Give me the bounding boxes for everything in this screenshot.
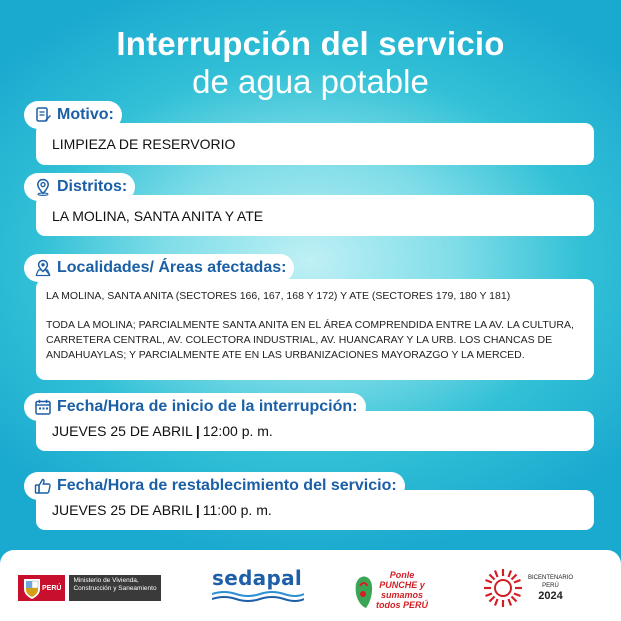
ponle-punche-logo [352,566,432,614]
ponle-punche-text: Ponle PUNCHE y sumamos todos PERÚ [375,570,428,610]
page-title [0,24,621,100]
motivo-label-text: Motivo: [57,106,114,123]
localidades-paragraph-1: LA MOLINA, SANTA ANITA (SECTORES 166, 167, 168 Y 172) Y ATE (SECTORES 179, 180 Y 181) [46,290,511,302]
motivo-value: LIMPIEZA DE RESERVORIO [52,136,236,152]
bicentenario-sun-icon [482,567,524,609]
location-pin-icon [34,178,52,196]
restablecimiento-date: JUEVES 25 DE ABRIL [52,502,193,518]
localidades-paragraph-2: TODA LA MOLINA; PARCIALMENTE SANTA ANITA EN EL ÁREA COMPRENDIDA ENTRE LA AV. LA CULTURA, CARRETERA CENTRAL, AV. COLECTORA INDUSTRIAL, AV. HUANCARAY Y LA URB. LOS CHANCAS DE ANDAHUAYLAS; Y PARCIALMENTE ATE EN LAS URBANIZACIONES MAYORAZGO Y LA MERCED. [46,319,574,361]
distritos-value: LA MOLINA, SANTA ANITA Y ATE [52,207,264,224]
calendar-icon [34,398,52,416]
inicio-label [24,393,366,421]
bicentenario-country: PERÚ [542,583,559,589]
localidades-label [24,254,294,282]
peru-shield-icon [22,576,42,600]
ministry-text: Ministerio de Vivienda, Construcción y Saneamiento [69,575,161,601]
motivo-label [24,101,122,129]
restablecimiento-time: 11:00 p. m. [202,502,272,518]
document-edit-icon [34,106,52,124]
restablecimiento-label-text: Fecha/Hora de restablecimiento del servicio: [57,477,397,494]
map-pin-icon [34,259,52,277]
bicentenario-logo [482,567,573,609]
inicio-date: JUEVES 25 DE ABRIL [52,423,193,439]
distritos-label-text: Distritos: [57,178,128,195]
thumbs-up-icon [34,477,52,495]
ministry-logo [18,575,161,601]
title-line-2: de agua potable [192,63,429,100]
restablecimiento-label [24,472,405,500]
peru-brand [18,575,65,601]
sedapal-text: sedapal [212,566,303,590]
bicentenario-label: BICENTENARIO [528,575,574,581]
sedapal-waves-icon [212,590,304,604]
motivo-value-box [36,123,594,165]
inicio-time: 12:00 p. m. [202,423,273,439]
bicentenario-year: 2024 [538,590,563,602]
inicio-label-text: Fecha/Hora de inicio de la interrupción: [57,398,358,415]
sedapal-logo [212,566,304,609]
bicentenario-text [528,574,573,602]
title-line-1: Interrupción del servicio [116,25,505,62]
localidades-label-text: Localidades/ Áreas afectadas: [57,259,287,276]
localidades-value-box [36,279,594,380]
restablecimiento-separator: | [195,502,200,518]
inicio-separator: | [195,423,200,439]
distritos-label [24,173,135,201]
distritos-value-box [36,195,594,236]
peru-text: PERÚ [42,584,62,592]
